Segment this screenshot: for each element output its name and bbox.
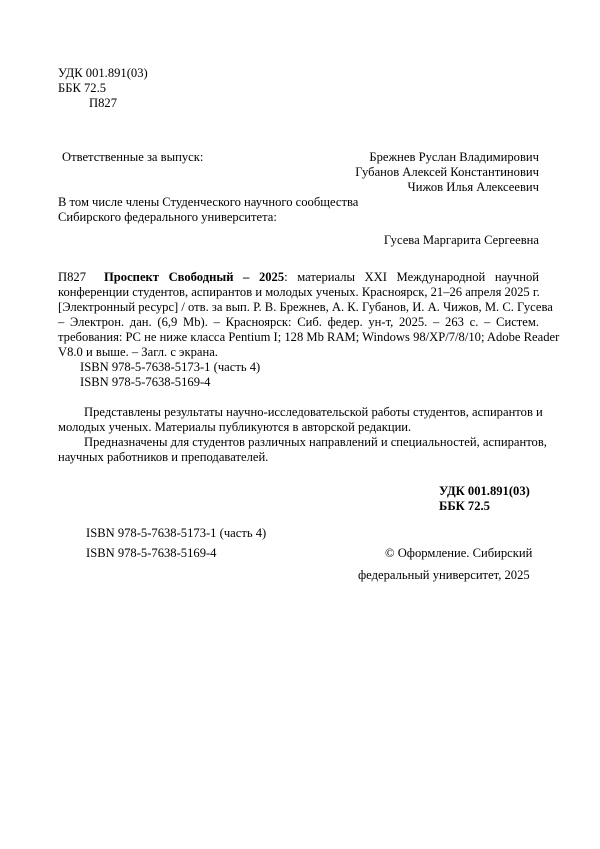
bbk-code: ББК 72.5	[58, 81, 107, 95]
bib-title: Проспект Свободный – 2025	[104, 270, 285, 284]
annotation-line: молодых ученых. Материалы публикуются в авторской редакции.	[58, 420, 412, 434]
footer-isbn-1: ISBN 978-5-7638-5173-1 (часть 4)	[86, 526, 267, 540]
footer-udk: УДК 001.891(03)	[439, 484, 530, 498]
bib-mark: П827	[58, 270, 86, 284]
bib-line: V8.0 и выше. – Загл. с экрана.	[58, 345, 218, 359]
bib-line: конференции студентов, аспирантов и молодых ученых. Красноярск, 21–26 апреля 2025 г.	[58, 285, 540, 299]
bib-first-line	[58, 270, 539, 285]
bib-first-line-rest: : материалы XXI Международной научной	[284, 270, 539, 284]
responsible-name-3: Чижов Илья Алексеевич	[407, 180, 539, 194]
bib-line: требования: PC не ниже класса Pentium I; 128 Mb RAM; Windows 98/XP/7/8/10; Adobe Reader	[58, 330, 560, 344]
responsible-name-2: Губанов Алексей Константинович	[355, 165, 539, 179]
responsible-label: Ответственные за выпуск:	[62, 150, 204, 164]
footer-isbn-2: ISBN 978-5-7638-5169-4	[86, 546, 217, 560]
responsible-name-1: Брежнев Руслан Владимирович	[369, 150, 539, 164]
member-name: Гусева Маргарита Сергеевна	[383, 233, 539, 247]
copyright-line-1: © Оформление. Сибирский	[385, 546, 533, 560]
annotation-text: Предназначены для студентов различных направлений и специальностей, аспирантов,	[84, 435, 547, 449]
bib-line: [Электронный ресурс] / отв. за вып. Р. В. Брежнев, А. К. Губанов, И. А. Чижов, М. С. Гусева	[58, 300, 553, 314]
members-line-2: Сибирского федерального университета:	[58, 210, 277, 224]
bib-isbn-2: ISBN 978-5-7638-5169-4	[80, 375, 211, 389]
bib-isbn-1: ISBN 978-5-7638-5173-1 (часть 4)	[80, 360, 261, 374]
annotation-line: научных работников и преподавателей.	[58, 450, 269, 464]
annotation-text: Представлены результаты научно-исследовательской работы студентов, аспирантов и	[84, 405, 543, 419]
udk-code: УДК 001.891(03)	[58, 66, 148, 80]
footer-bbk: ББК 72.5	[439, 499, 490, 513]
annotation-line	[58, 435, 547, 450]
author-mark: П827	[89, 96, 117, 110]
members-line-1: В том числе члены Студенческого научного сообщества	[58, 195, 359, 209]
copyright-line-2: федеральный университет, 2025	[358, 568, 530, 582]
bib-line: – Электрон. дан. (6,9 Mb). – Красноярск: Сиб. федер. ун-т, 2025. – 263 с. – Систем.	[58, 315, 539, 329]
annotation-line	[58, 405, 543, 420]
